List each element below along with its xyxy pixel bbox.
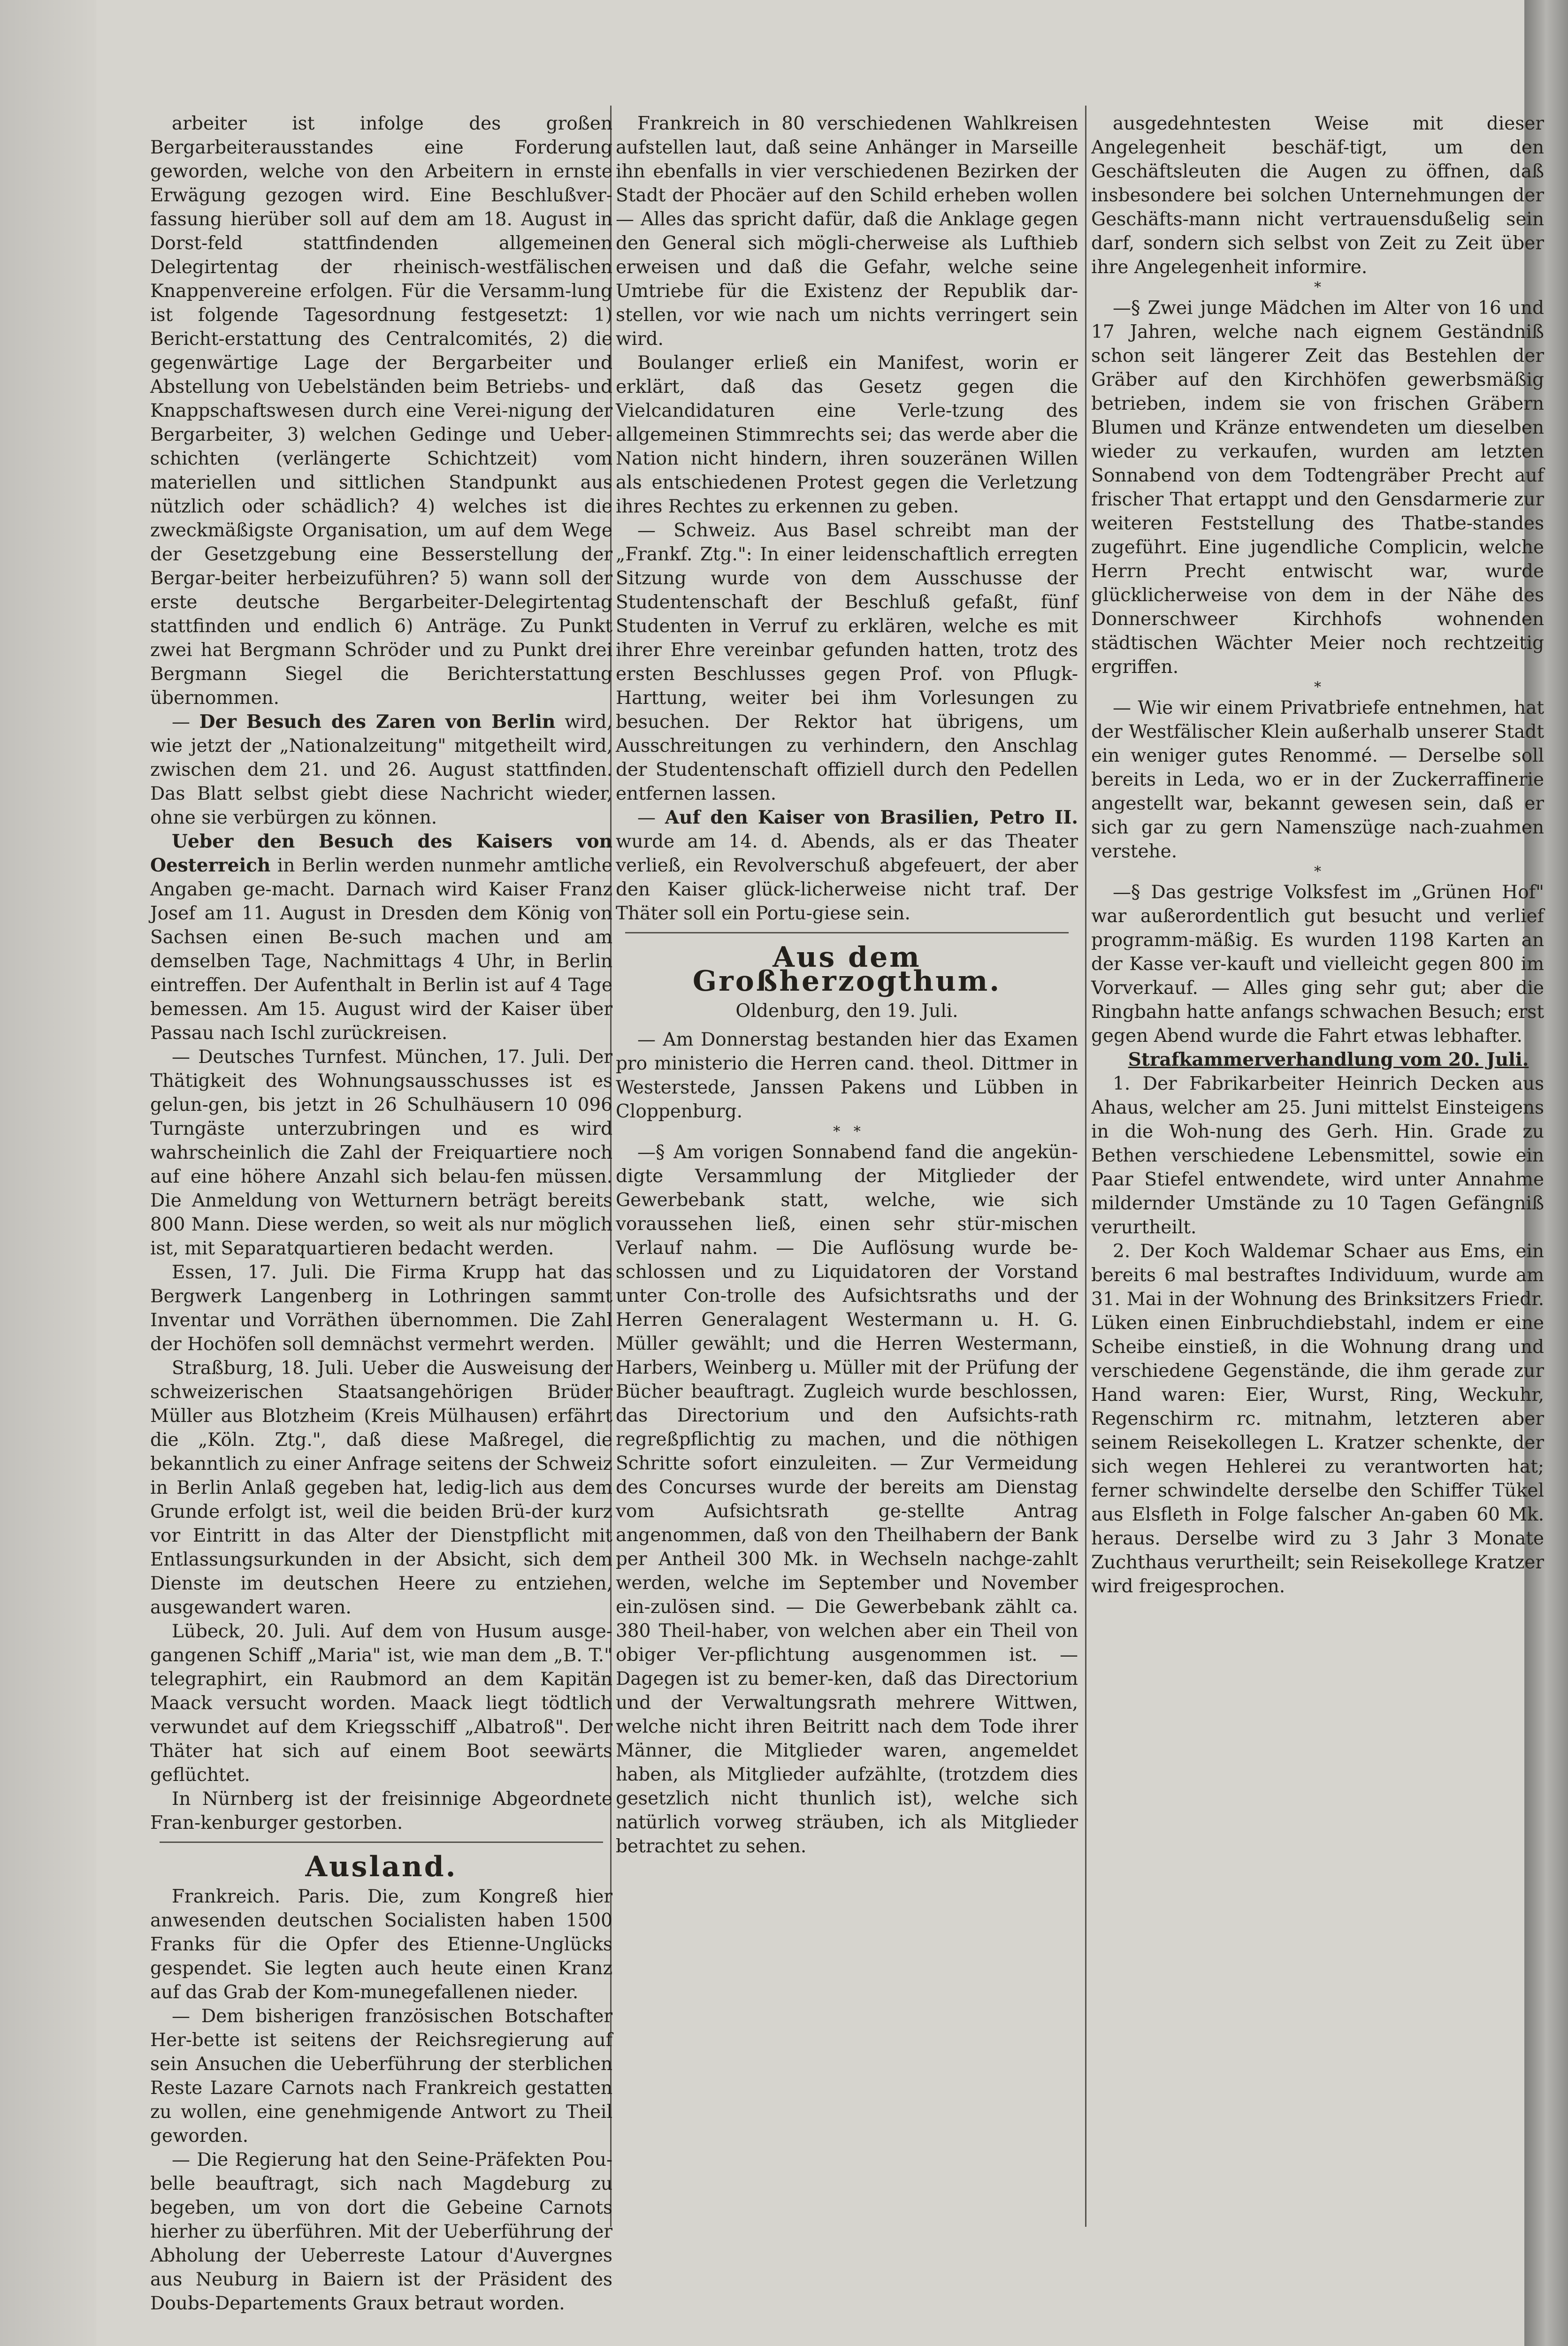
article-boulanger-wahlkreise: Frankreich in 80 verschiedenen Wahlkreisen aufstellen laut, daß seine Anhänger in Marseille ihn ebenfalls in vier verschiedenen Bezirken der Stadt der Phocäer auf den Schild erheben wollen — Alles das spricht dafür, daß die Anklage gegen den General sich mögli-cherweise als Lufthieb erweisen und daß die Gefahr, welche seine Umtriebe für die Existenz der Republik dar-stellen, vor wie nach um nichts verringert sein wird. (616, 113, 1078, 350)
article-gewerbebank: —§ Am vorigen Sonnabend fand die angekün-digte Versammlung der Mitglieder der Gewerbebank statt, welche, wie sich voraussehen ließ, einen sehr stür-mischen Verlauf nahm. — Die Auflösung wurde be-schlossen und zu Liquidatoren der Vorstand unter Con-trolle des Aufsichtsraths und der Herren Generalagent Westermann u. H. G. Müller gewählt; und die Herren Westermann, Harbers, Weinberg u. Müller mit der Prüfung der Bücher beauftragt. Zugleich wurde beschlossen, das Directorium und den Aufsichts-rath regreßpflichtig zu machen, und die nöthigen Schritte sofort einzuleiten. — Zur Vermeidung des Concurses wurde der bereits am Dienstag vom Aufsichtsrath ge-stellte Antrag angenommen, daß von den Theilhabern der Bank per Antheil 300 Mk. in Wechseln nachge-zahlt werden, welche im September und November ein-zulösen sind. — Die Gewerbebank zählt ca. 380 Theil-haber, von welchen aber ein Theil von obiger Ver-pflichtung ausgenommen ist. — Dagegen ist zu bemer-ken, daß das Directorium und der Verwaltungsrath mehrere Wittwen, welche nicht ihren Beitritt nach dem Tode ihrer Männer, die Mitglieder waren, angemeldet haben, als Mitglieder aufzählte, (trotzdem dies gesetzlich nicht thunlich ist), welche sich natürlich vorweg sträuben, ich als Mitglieder betrachtet zu sehen. (616, 1142, 1078, 1857)
article-brasilien-lead: Auf den Kaiser von Brasilien, Petro II. (665, 807, 1078, 828)
article-kaiser-body: in Berlin werden nunmehr amtliche Angaben ge-macht. Darnach wird Kaiser Franz Josef am 11. August in Dresden dem König von Sachsen einen Be-such machen und am demselben Tage, Nachmittags 4 Uhr, in Berlin eintreffen. Der Aufenthalt in Berlin ist auf 4 Tage bemessen. Am 15. August wird der Kaiser über Passau nach Ischl zurückreisen. (150, 855, 612, 1044)
article-luebeck: Lübeck, 20. Juli. Auf dem von Husum ausge-gangenen Schiff „Maria" ist, wie man dem „B. T." telegraphirt, ein Raubmord an dem Kapitän Maack versucht worden. Maack liegt tödtlich verwundet auf dem Kriegsschiff „Albatroß". Der Thäter hat sich auf einem Boot seewärts geflüchtet. (150, 1621, 612, 1786)
article-poubelle: — Die Regierung hat den Seine-Präfekten Pou-belle beauftragt, sich nach Magdeburg zu begeben, um von dort die Gebeine Carnots hierher zu überführen. Mit der Ueberführung der Abholung der Ueberreste Latour d'Auvergnes aus Neuburg in Baiern ist der Präsident des Doubs-Departements Graux betraut worden. (150, 2149, 612, 2314)
article-schaer: 2. Der Koch Waldemar Schaer aus Ems, ein bereits 6 mal bestraftes Individuum, wurde am 31. Mai in der Wohnung des Brinksitzers Friedr. Lüken einen Einbruchdiebstahl, indem er eine Scheibe einstieß, in die Wohnung drang und verschiedene Gegenstände, die ihm gerade zur Hand waren: Eier, Wurst, Ring, Weckuhr, Regenschirm rc. mitnahm, letzteren aber seinem Reisekollegen L. Kratzer schenkte, der sich wegen Hehlerei zu verantworten hat; ferner schwindelte derselbe den Schiffer Tükel aus Elsfleth in Folge falscher An-gaben 60 Mk. heraus. Derselbe wird zu 3 Jahr 3 Monate Zuchthaus verurtheilt; sein Reisekollege Kratzer wird freigesprochen. (1091, 1241, 1544, 1597)
column-2 (616, 112, 1078, 1857)
article-zar-besuch: — Der Besuch des Zaren von Berlin wird, wie jetzt der „Nationalzeitung" mitgetheilt wird, zwischen dem 21. und 26. August stattfinden. Das Blatt selbst giebt diese Nachricht wieder, ohne sie verbürgen zu können. (150, 711, 612, 828)
article-examen: — Am Donnerstag bestanden hier das Examen pro ministerio die Herren cand. theol. Dittmer in Westerstede, Janssen Pakens und Lübben in Cloppenburg. (616, 1029, 1078, 1122)
article-turnfest: — Deutsches Turnfest. München, 17. Juli. Der Thätigkeit des Wohnungsausschusses ist es gelun-gen, bis jetzt in 26 Schulhäusern 10 096 Turngäste unterzubringen und es wird wahrscheinlich die Zahl der Freiquartiere noch auf eine höhere Anzahl sich belau-fen müssen. Die Anmeldung von Wetturnern beträgt bereits 800 Mann. Diese werden, so weit als nur möglich ist, mit Separatquartieren bedacht werden. (150, 1047, 612, 1259)
separator-stars: * (1314, 679, 1321, 695)
article-graeber: —§ Zwei junge Mädchen im Alter von 16 und 17 Jahren, welche nach eignem Geständniß schon seit längerer Zeit das Bestehlen der Gräber auf den Kirchhöfen gewerbsmäßig betrieben, indem sie von frischen Gräbern Blumen und Kränze entwendeten um dieselben wieder zu verkaufen, wurden am letzten Sonnabend von dem Todtengräber Precht auf frischer That ertappt und den Gensdarmerie zur weiteren Feststellung des Thatbe-standes zugeführt. Eine jugendliche Complicin, welche Herrn Precht entwischt war, wurde glücklicherweise von dem in der Nähe des Donnerschweer Kirchhofs wohnenden städtischen Wächter Meier noch rechtzeitig ergriffen. (1091, 298, 1544, 678)
article-paris: Frankreich. Paris. Die, zum Kongreß hier anwesenden deutschen Socialisten haben 1500 Franks für die Opfer des Etienne-Unglücks gespendet. Sie legten auch heute einen Kranz auf das Grab der Kom-munegefallenen nieder. (150, 1886, 612, 2003)
article-volksfest: —§ Das gestrige Volksfest im „Grünen Hof" war außerordentlich gut besucht und verlief programm-mäßig. Es wurden 1198 Karten an der Kasse ver-kauft und vielleicht gegen 800 im Vorverkauf. — Alles ging sehr gut; aber die Ringbahn hatte anfangs schwachen Besuch; erst gegen Abend wurde die Fahrt etwas lebhafter. (1091, 882, 1544, 1047)
page-gutter (0, 0, 96, 2346)
column-3 (1091, 112, 1544, 1597)
article-geschaeftsleute: ausgedehntesten Weise mit dieser Angelegenheit beschäf-tigt, um den Geschäftsleuten die Augen zu öffnen, daß insbesondere bei solchen Unternehmungen der Geschäfts-mann nicht vertrauensdußelig sein darf, sondern sich selbst von Zeit zu Zeit über ihre Angelegenheit informire. (1091, 113, 1544, 278)
separator-stars: * (1314, 864, 1321, 880)
article-nuernberg: In Nürnberg ist der freisinnige Abgeordnete Fran-kenburger gestorben. (150, 1788, 612, 1834)
article-brasilien: — Auf den Kaiser von Brasilien, Petro II. wurde am 14. d. Abends, als er das Theater verließ, ein Revolverschuß abgefeuert, der aber den Kaiser glück-licherweise nicht traf. Der Thäter soll ein Portu-giese sein. (616, 807, 1078, 924)
article-bergarbeiter: arbeiter ist infolge des großen Bergarbeiterausstandes eine Forderung geworden, welche von den Arbeitern in ernste Erwägung gezogen wird. Eine Beschlußver-fassung hierüber soll auf dem am 18. August in Dorst-feld stattfindenden allgemeinen Delegirtentag der rheinisch-westfälischen Knappenvereine erfolgen. Für die Versamm-lung ist folgende Tagesordnung festgesetzt: 1) Bericht-erstattung des Centralcomités, 2) die gegenwärtige Lage der Bergarbeiter und Abstellung von Uebelständen beim Betriebs- und Knappschaftswesen durch eine Verei-nigung der Bergarbeiter, 3) welchen Gedinge und Ueber-schichten (verlängerte Schichtzeit) vom materiellen und sittlichen Standpunkt aus nützlich oder schädlich? 4) welches ist die zweckmäßigste Organisation, um auf dem Wege der Gesetzgebung eine Besserstellung der Bergar-beiter herbeizuführen? 5) wann soll der erste deutsche Bergarbeiter-Delegirtentag stattfinden und endlich 6) Anträge. Zu Punkt zwei hat Bergmann Schröder und zu Punkt drei Bergmann Siegel die Berichterstattung übernommen. (150, 113, 612, 709)
article-zar-body: wird, wie jetzt der „Nationalzeitung" mitgetheilt wird, zwischen dem 21. und 26. August stattfinden. Das Blatt selbst giebt diese Nachricht wieder, ohne sie verbürgen zu können. (150, 711, 612, 828)
section-rule (625, 932, 1069, 933)
article-privatbrief: — Wie wir einem Privatbriefe entnehmen, hat der Westfälischer Klein außerhalb unserer Stadt ein weniger gutes Renommé. — Derselbe soll bereits in Leda, wo er in der Zuckerraffinerie angestellt war, bekannt gewesen sein, daß er sich gar zu gern Namenszüge nach-zuahmen verstehe. (1091, 697, 1544, 862)
article-schweiz: — Schweiz. Aus Basel schreibt man der „Frankf. Ztg.": In einer leidenschaftlich erregten Sitzung wurde von dem Ausschusse der Studentenschaft der Beschluß gefaßt, fünf Studenten in Verruf zu erklären, welche es mit ihrer Ehre vereinbar gefunden hatten, trotz des ersten Beschlusses gegen Prof. von Pflugk-Harttung, weiter bei ihm Vorlesungen zu besuchen. Der Rektor hat übrigens, um Ausschreitungen zu verhindern, den Anschlag der Studentenschaft offiziell durch den Pedellen entfernen lassen. (616, 520, 1078, 804)
article-boulanger-manifest: Boulanger erließ ein Manifest, worin er erklärt, daß das Gesetz gegen die Vielcandidaturen eine Verle-tzung des allgemeinen Stimmrechts sei; das werde aber die Nation nicht hindern, ihren souzeränen Willen als entschiedenen Protest gegen die Verletzung ihres Rechtes zu erkennen zu geben. (616, 352, 1078, 517)
column-rule-right (1085, 106, 1086, 2227)
section-heading-ausland: Ausland. (305, 1850, 458, 1883)
article-carnot: — Dem bisherigen französischen Botschafter Her-bette ist seitens der Reichsregierung auf sein Ansuchen die Ueberführung der sterblichen Reste Lazare Carnots nach Frankreich gestatten zu wollen, eine genehmigende Antwort zu Theil geworden. (150, 2006, 612, 2147)
article-decken: 1. Der Fabrikarbeiter Heinrich Decken aus Ahaus, welcher am 25. Juni mittelst Einsteigens in die Woh-nung des Gerh. Hin. Grade zu Bethen verschiedene Lebensmittel, sowie ein Paar Stiefel entwendete, wird unter Annahme mildernder Umstände zu 10 Tagen Gefängniß verurtheilt. (1091, 1073, 1544, 1238)
article-brasilien-body: wurde am 14. d. Abends, als er das Theater verließ, ein Revolverschuß abgefeuert, der aber den Kaiser glück-licherweise nicht traf. Der Thäter soll ein Portu-giese sein. (616, 831, 1078, 924)
dateline: Oldenburg, den 19. Juli. (735, 1001, 958, 1022)
section-heading-strafkammer: Strafkammerverhandlung vom 20. Juli. (1128, 1049, 1529, 1070)
section-heading-grossherzogthum: Aus dem Großherzogthum. (692, 941, 1002, 998)
article-kaiser-lead: Ueber den Besuch des Kaisers von Oesterreich (150, 831, 612, 876)
article-kaiser-oesterreich (150, 830, 612, 1045)
separator-stars: * (1314, 279, 1321, 296)
article-essen: Essen, 17. Juli. Die Firma Krupp hat das Bergwerk Langenberg in Lothringen sammt Inventar und Vorräthen übernommen. Die Zahl der Hochöfen soll demnächst vermehrt werden. (150, 1262, 612, 1355)
column-1 (150, 112, 612, 2314)
article-strassburg: Straßburg, 18. Juli. Ueber die Ausweisung der schweizerischen Staatsangehörigen Brüder Müller aus Blotzheim (Kreis Mülhausen) erfährt die „Köln. Ztg.", daß diese Maßregel, die bekanntlich zu einer Anfrage seitens der Schweiz in Berlin Anlaß gegeben hat, ledig-lich aus dem Grunde erfolgt ist, weil die beiden Brü-der kurz vor Eintritt in das Alter der Dienstpflicht mit Entlassungsurkunden in der Absicht, sich dem Dienste im deutschen Heere zu entziehen, ausgewandert waren. (150, 1358, 612, 1618)
section-rule (160, 1842, 603, 1843)
article-zar-lead: Der Besuch des Zaren von Berlin (199, 711, 556, 733)
separator-stars: * * (833, 1123, 861, 1140)
